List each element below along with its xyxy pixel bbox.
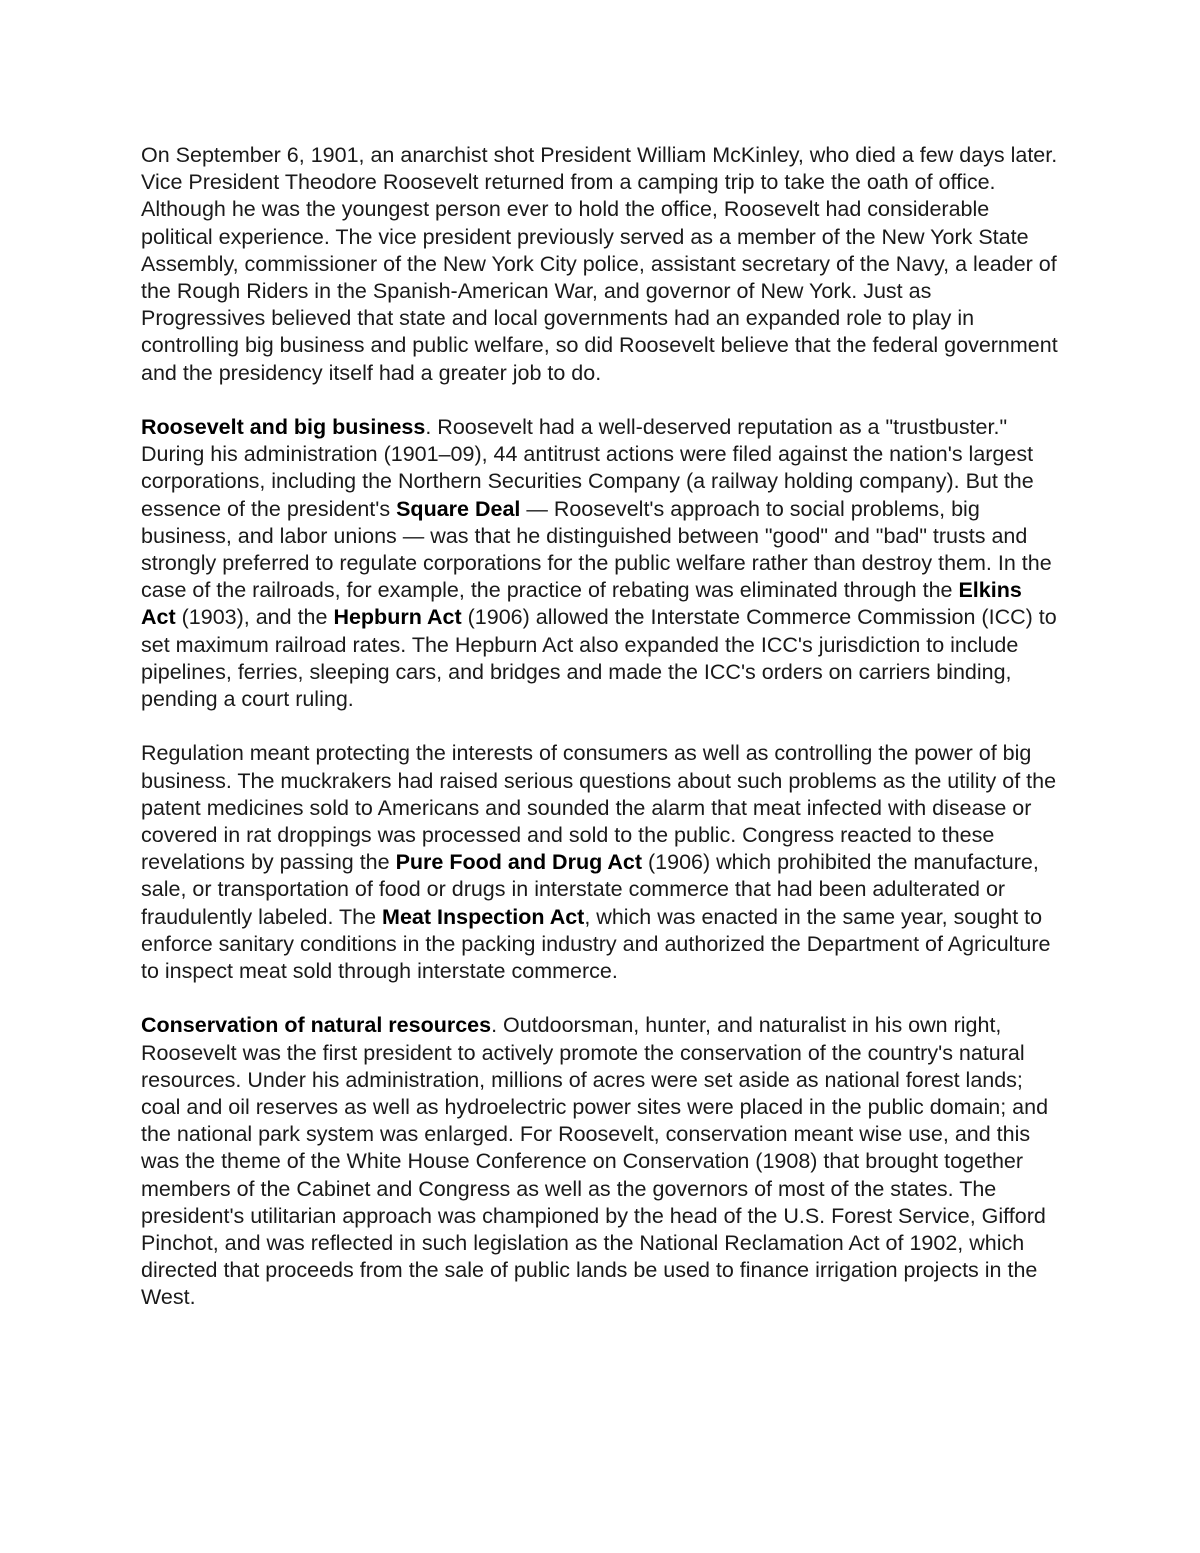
paragraph-text: , which was enacted in the same year, sought to enforce sanitary conditions in the packing industry and authorized the Department of Agriculture to inspect meat sold through interstate commerce. (141, 904, 1051, 984)
term-meat-inspection-act: Meat Inspection Act (382, 904, 585, 929)
paragraph-text: . Outdoorsman, hunter, and naturalist in his own right, Roosevelt was the first president to actively promote the conservation of the country's natural resources. Under his administration, millions of acres were set aside as national forest lands; coal and oil reserves as well as hydroelectric power sites were placed in the public domain; and the national park system was enlarged. For Roosevelt, conservation meant wise use, and this was the theme of the White House Conference on Conservation (1908) that brought together members of the Cabinet and Congress as well as the governors of most of the states. The president's utilitarian approach was championed by the head of the U.S. Forest Service, Gifford Pinchot, and was reflected in such legislation as the National Reclamation Act of 1902, which directed that proceeds from the sale of public lands be used to finance irrigation projects in the West. (141, 1013, 1049, 1310)
heading-roosevelt-big-business: Roosevelt and big business (141, 415, 426, 440)
paragraph-text: (1903), and the (175, 605, 334, 630)
term-elkins-act: Elkins Act (141, 578, 1022, 630)
document-page (141, 142, 1061, 1339)
paragraph-big-business (141, 414, 1061, 713)
paragraph-text: Regulation meant protecting the interests of consumers as well as controlling the power of big business. The muckrakers had raised serious questions about such problems as the utility of the patent medicines sold to Americans and sounded the alarm that meat infected with disease or covered in rat droppings was processed and sold to the public. Congress reacted to these revelations by passing the (141, 741, 1057, 875)
paragraph-text: . Roosevelt had a well-deserved reputation as a "trustbuster." During his administration (1901–09), 44 antitrust actions were filed against the nation's largest corporations, including the Northern Securities Company (a railway holding company). But the essence of the president's (141, 415, 1034, 521)
term-square-deal: Square Deal (396, 496, 521, 521)
term-pure-food-drug-act: Pure Food and Drug Act (395, 850, 643, 875)
paragraph-text: (1906) allowed the Interstate Commerce Commission (ICC) to set maximum railroad rates. The Hepburn Act also expanded the ICC's jurisdiction to include pipelines, ferries, sleeping cars, and bridges and made the ICC's orders on carriers binding, pending a court ruling. (141, 605, 1057, 712)
paragraph-text: On September 6, 1901, an anarchist shot President William McKinley, who died a few days later. Vice President Theodore Roosevelt returned from a camping trip to take the oath of office. Although he was the youngest person ever to hold the office, Roosevelt had considerable political experience. The vice president previously served as a member of the New York State Assembly, commissioner of the New York City police, assistant secretary of the Navy, a leader of the Rough Riders in the Spanish-American War, and governor of New York. Just as Progressives believed that state and local governments had an expanded role to play in controlling big business and public welfare, so did Roosevelt believe that the federal government and the presidency itself had a greater job to do. (141, 143, 1058, 385)
term-hepburn-act: Hepburn Act (333, 605, 462, 630)
paragraph-text: (1906) which prohibited the manufacture, sale, or transportation of food or drugs in interstate commerce that had been adulterated or fraudulently labeled. The (141, 850, 1039, 929)
paragraph-conservation (141, 1012, 1061, 1311)
heading-conservation: Conservation of natural resources (141, 1013, 492, 1038)
paragraph-regulation (141, 740, 1061, 985)
paragraph-text: — Roosevelt's approach to social problems, big business, and labor unions — was that he distinguished between "good" and "bad" trusts and strongly preferred to regulate corporations for the public welfare rather than destroy them. In the case of the railroads, for example, the practice of rebating was eliminated through the (141, 496, 1052, 603)
paragraph-mckinley-assassination (141, 142, 1061, 387)
